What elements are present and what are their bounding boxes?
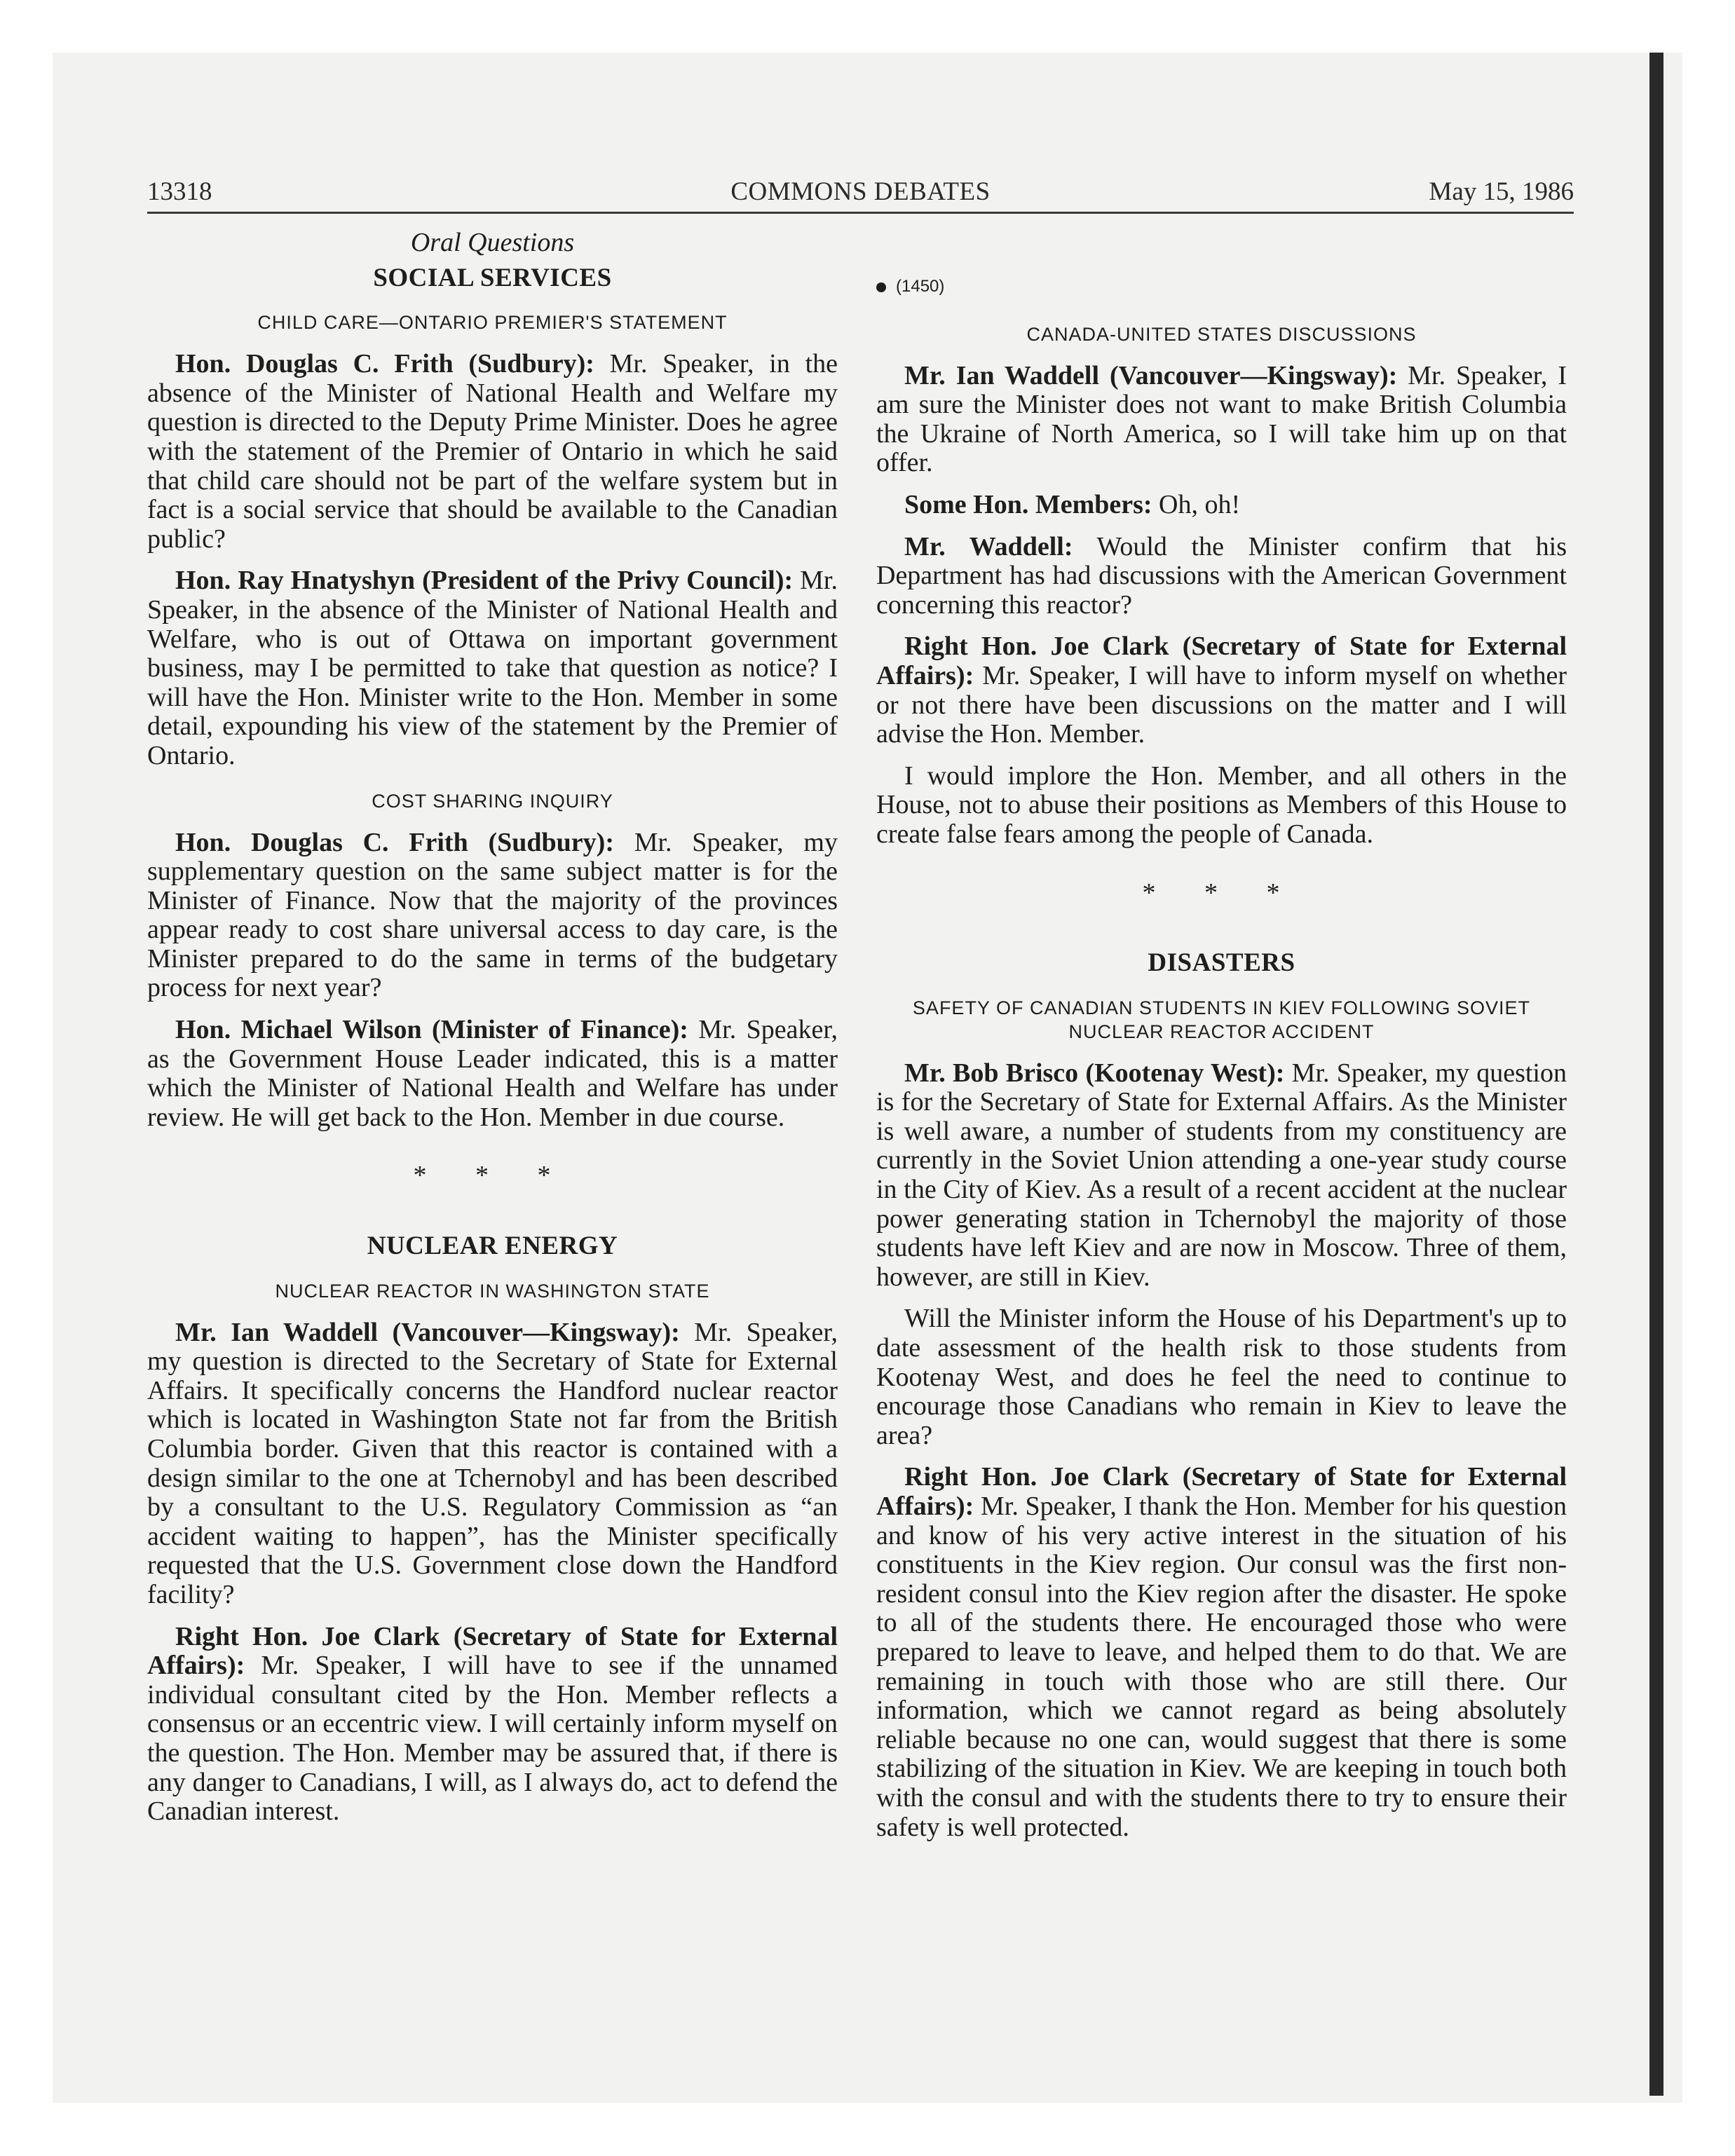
speech-paragraph <box>147 1623 838 1827</box>
running-header <box>147 177 1574 212</box>
section-heading-disasters: DISASTERS <box>1148 948 1295 978</box>
speaker-name: Hon. Douglas C. Frith (Sudbury): <box>175 827 614 857</box>
speech-text: Mr. Speaker, in the absence of the Minister of National Health and Welfare, who is out of Ottawa on important government business, may I be permitted to take that question as notice? I will have the Hon. Minister write to the Hon. Member in some detail, expounding his view of the statement by the Premier of Ontario. <box>147 566 838 770</box>
speaker-name: Some Hon. Members: <box>904 489 1152 519</box>
speech-text: Mr. Speaker, my question is directed to the Secretary of State for External Affairs. It specifically concerns the Handford nuclear reactor which is located in Washington State not far from the British Columbia border. Given that this reactor is contained with a design similar to the one at Tchernobyl and has been described by a consultant to the U.S. Regulatory Commission as “an accident waiting to happen”, has the Minister specifically requested that the U.S. Government close down the Handford facility? <box>147 1317 838 1609</box>
speech-paragraph <box>876 1059 1567 1292</box>
speaker-name: Right Hon. Joe Clark (Secretary of State for External Affairs): <box>876 1462 1567 1521</box>
speech-text: Mr. Speaker, I will have to see if the unnamed individual consultant cited by the Hon. Member reflects a consensus or an eccentric view. I will certainly inform myself on the question. The Hon. Member may be assured that, if there is any danger to Canadians, I will, as I always do, act to defend the Canadian interest. <box>147 1651 838 1827</box>
speech-text: Would the Minister confirm that his Department has had discussions with the American Government concerning this reactor? <box>876 531 1567 620</box>
speech-paragraph <box>876 533 1567 620</box>
speech-paragraph <box>147 350 838 554</box>
speech-paragraph <box>876 1463 1567 1842</box>
speaker-name: Hon. Ray Hnatyshyn (President of the Privy Council): <box>175 566 794 596</box>
speech-paragraph <box>876 362 1567 478</box>
oral-questions-kicker: Oral Questions <box>410 228 575 257</box>
speaker-name: Hon. Michael Wilson (Minister of Finance): <box>175 1015 688 1045</box>
speaker-name: Mr. Ian Waddell (Vancouver—Kingsway): <box>175 1317 680 1347</box>
subheading-kiev-students: SAFETY OF CANADIAN STUDENTS IN KIEV FOLLOWING SOVIET NUCLEAR REACTOR ACCIDENT <box>912 997 1531 1042</box>
speaker-name: Right Hon. Joe Clark (Secretary of State for External Affairs): <box>876 632 1567 690</box>
speech-paragraph <box>147 828 838 1004</box>
subheading-cost-sharing: COST SHARING INQUIRY <box>372 790 613 812</box>
section-separator: * * * <box>1142 878 1301 908</box>
publication-title: COMMONS DEBATES <box>730 177 991 206</box>
speech-text: Mr. Speaker, as the Government House Leader indicated, this is a matter which the Minister of National Health and Welfare has under review. He will get back to the Hon. Member in due course. <box>147 1015 838 1132</box>
right-column <box>876 223 1567 1855</box>
speech-text: Mr. Speaker, I thank the Hon. Member for his question and know of his very active interest in the situation of his constituents in the Kiev region. Our consul was the first non-resident consul into the Kiev region after the disaster. He spoke to all of the students there. He encouraged those who were prepared to leave to leave, and helped them to do that. We are remaining in touch with those who are still there. Our information, which we cannot regard as being absolutely reliable because no one can, would suggest that there is some stabilizing of the situation in Kiev. We are keeping in touch both with the consul and with the students there to try to ensure their safety is well protected. <box>876 1492 1567 1842</box>
page-number: 13318 <box>147 177 212 206</box>
speech-text: Oh, oh! <box>1152 489 1241 519</box>
speaker-name: Right Hon. Joe Clark (Secretary of State for External Affairs): <box>147 1621 838 1681</box>
speech-paragraph: Will the Minister inform the House of his Department's up to date assessment of the health risk to those students from Kootenay West, and does he feel the need to continue to encourage those Canadians who remain in Kiev to leave the area? <box>876 1304 1567 1450</box>
section-separator: * * * <box>413 1161 572 1191</box>
subheading-canada-us: CANADA-UNITED STATES DISCUSSIONS <box>1026 323 1417 345</box>
subheading-child-care: CHILD CARE—ONTARIO PREMIER'S STATEMENT <box>257 312 728 334</box>
header-rule <box>147 212 1574 214</box>
section-heading-nuclear-energy: NUCLEAR ENERGY <box>367 1231 618 1261</box>
time-marker-text: (1450) <box>896 277 945 296</box>
speaker-name: Mr. Bob Brisco (Kootenay West): <box>904 1058 1285 1088</box>
speech-text: Mr. Speaker, I am sure the Minister does not want to make British Columbia the Ukraine of North America, so I will take him up on that offer. <box>876 360 1567 478</box>
time-marker <box>876 272 1567 301</box>
speech-paragraph <box>876 632 1567 749</box>
speech-text: Mr. Speaker, I will have to inform myself on whether or not there have been discussions on the matter and I will advise the Hon. Member. <box>876 660 1567 749</box>
speaker-name: Hon. Douglas C. Frith (Sudbury): <box>175 349 594 379</box>
bullet-dot-icon <box>876 282 886 292</box>
speech-text: Mr. Speaker, my supplementary question on the same subject matter is for the Minister of Finance. Now that the majority of the provinces appear ready to cost share universal access to day care, is the Minister prepared to do the same in terms of the budgetary process for next year? <box>147 827 838 1003</box>
speech-text: Mr. Speaker, in the absence of the Minister of National Health and Welfare my question is directed to the Deputy Prime Minister. Does he agree with the statement of the Premier of Ontario in which he said that child care should not be part of the welfare system but in fact is a social service that should be available to the Canadian public? <box>147 349 838 554</box>
speech-paragraph <box>147 1016 838 1132</box>
speaker-name: Mr. Ian Waddell (Vancouver—Kingsway): <box>904 360 1398 390</box>
speech-paragraph <box>147 1318 838 1610</box>
publication-date: May 15, 1986 <box>1429 177 1574 206</box>
left-column <box>147 223 838 1839</box>
speech-text: Mr. Speaker, my question is for the Secretary of State for External Affairs. As the Minister is well aware, a number of students from my constituency are currently in the Soviet Union attending a one-year study course in the City of Kiev. As a result of a recent accident at the nuclear power generating station in Tchernobyl the majority of those students have left Kiev and are now in Moscow. Three of them, however, are still in Kiev. <box>876 1058 1567 1292</box>
section-heading-social-services: SOCIAL SERVICES <box>373 263 612 292</box>
speech-paragraph <box>876 491 1567 520</box>
scan-edge-bar <box>1649 53 1663 2096</box>
subheading-nuclear-reactor: NUCLEAR REACTOR IN WASHINGTON STATE <box>275 1280 710 1302</box>
speech-paragraph: I would implore the Hon. Member, and all others in the House, not to abuse their positions as Members of this House to create false fears among the people of Canada. <box>876 760 1567 849</box>
speech-paragraph <box>147 566 838 770</box>
speaker-name: Mr. Waddell: <box>904 531 1073 561</box>
